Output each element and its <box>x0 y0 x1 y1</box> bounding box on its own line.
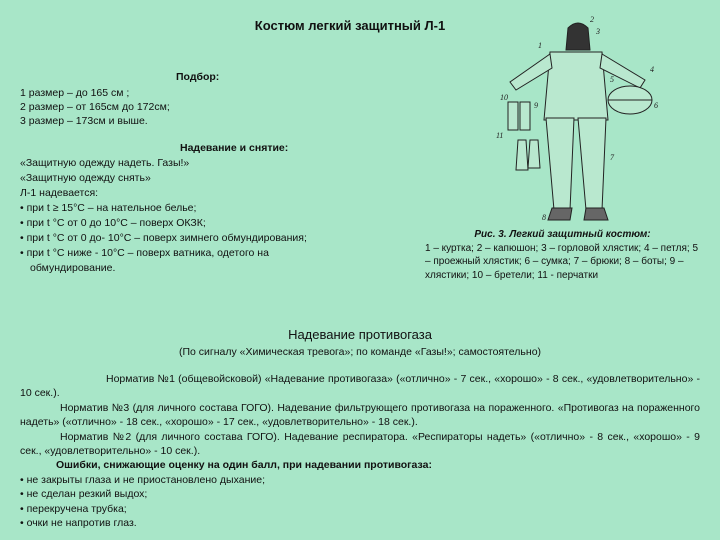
size-item: 1 размер – до 165 см ; <box>20 87 130 99</box>
error-item: • перекручена трубка; <box>20 502 127 515</box>
donning-heading: Надевание и снятие: <box>180 142 289 154</box>
standard-paragraph: Норматив №3 (для личного состава ГОГО). Надевание фильтрующего противогаза на пораженного. «Противогаз на пораженного надеть» («отлично» - 18 сек., «хорошо» - 17 сек., «удовлетворительно» - 18 сек.). <box>20 401 700 429</box>
donning-line: • при t °С от 0 до 10°С – поверх ОКЗК; <box>20 217 206 229</box>
gas-mask-subtitle: (По сигналу «Химическая тревога»; по команде «Газы!»; самостоятельно) <box>178 346 542 358</box>
callout-label: 5 <box>610 75 614 84</box>
caption-title: Рис. 3. Легкий защитный костюм: <box>474 229 651 240</box>
callout-label: 10 <box>500 93 508 102</box>
error-item: • не сделан резкий выдох; <box>20 488 148 501</box>
sizing-list <box>20 86 170 128</box>
caption-text: 1 – куртка; 2 – капюшон; 3 – горловой хлястик; 4 – петля; 5 – проежный хлястик; 6 – сумка; 7 – брюки; 8 – боты; 9 – хлястики; 10 – бретели; 11 - перчатки <box>425 242 699 281</box>
callout-label: 3 <box>596 27 600 36</box>
donning-list <box>20 156 380 276</box>
callout-label: 9 <box>534 101 538 110</box>
figure-caption <box>425 228 700 282</box>
donning-line: • при t °С от 0 до- 10°С – поверх зимнего обмундирования; <box>20 232 307 244</box>
donning-line: • при t ≥ 15°С – на нательное белье; <box>20 202 197 214</box>
callout-label: 7 <box>610 153 614 162</box>
error-item: • очки не напротив глаз. <box>20 517 137 530</box>
standard-paragraph: Норматив №2 (для личного состава ГОГО). Надевание респиратора. «Респираторы надеть» («отлично» - 8 сек., «хорошо» - 9 сек., «удовлетворительно» - 10 сек.). <box>20 430 700 458</box>
donning-line: обмундирование. <box>30 262 116 274</box>
standard-paragraph: Норматив №1 (общевойсковой) «Надевание противогаза» («отлично» - 7 сек., «хорошо» - 8 сек., «удовлетворительно» - 10 сек.). <box>20 373 700 400</box>
size-item: 2 размер – от 165см до 172см; <box>20 101 170 113</box>
sizing-heading: Подбор: <box>176 71 220 83</box>
gas-mask-heading: Надевание противогаза <box>288 327 432 342</box>
size-item: 3 размер – 173см и выше. <box>20 115 148 127</box>
callout-label: 8 <box>542 213 546 222</box>
callout-label: 11 <box>496 131 504 140</box>
gas-mask-standards <box>20 372 700 530</box>
donning-line: Л-1 надевается: <box>20 187 99 199</box>
callout-label: 1 <box>538 41 542 50</box>
donning-line: «Защитную одежду надеть. Газы!» <box>20 157 190 169</box>
errors-heading: Ошибки, снижающие оценку на один балл, при надевании противогаза: <box>56 459 432 472</box>
donning-line: • при t °С ниже - 10°С – поверх ватника, одетого на <box>20 247 269 259</box>
error-item: • не закрыты глаза и не приостановлено дыхание; <box>20 473 265 486</box>
callout-label: 4 <box>650 65 654 74</box>
page-title: Костюм легкий защитный Л-1 <box>254 18 446 33</box>
callout-label: 2 <box>590 15 594 24</box>
callout-label: 6 <box>654 101 658 110</box>
donning-line: «Защитную одежду снять» <box>20 172 151 184</box>
protective-suit-illustration <box>490 10 690 225</box>
